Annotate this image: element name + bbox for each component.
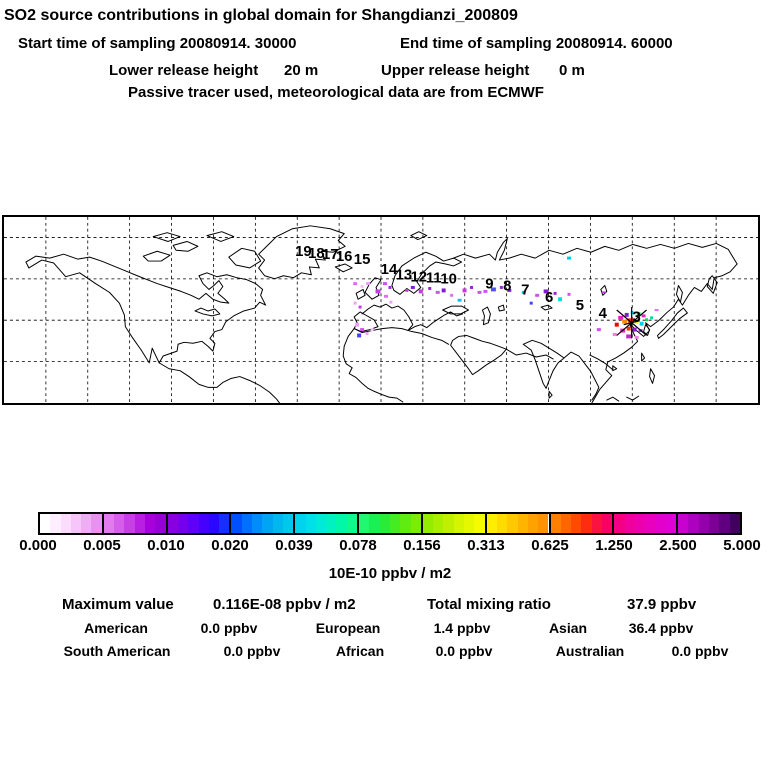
colorbar-cell (443, 514, 453, 533)
colorbar-cell (411, 514, 421, 533)
concentration-pixel (622, 320, 627, 324)
colorbar-cell (474, 514, 484, 533)
colorbar-cell (306, 514, 316, 533)
tick-11: 5.000 (723, 537, 761, 554)
colorbar-cell (571, 514, 581, 533)
trajectory-hour-6: 6 (544, 290, 554, 307)
concentration-pixel (376, 289, 381, 293)
concentration-pixel (366, 282, 370, 285)
concentration-pixel (554, 292, 557, 295)
colorbar-cell (666, 514, 676, 533)
region-samerican-label: South American (63, 643, 171, 659)
colorbar-unit-label: 10E-10 ppbv / m2 (328, 565, 452, 582)
concentration-pixel (613, 333, 617, 336)
colorbar-cell (231, 514, 241, 533)
colorbar-cell (155, 514, 165, 533)
concentration-pixel (655, 309, 659, 311)
concentration-pixel (353, 282, 357, 285)
tick-0: 0.000 (19, 537, 57, 554)
trajectory-hour-4: 4 (598, 305, 607, 322)
region-australian-label: Australian (555, 643, 625, 659)
concentration-pixel (458, 299, 462, 302)
colorbar-cell (454, 514, 464, 533)
colorbar-cell (262, 514, 272, 533)
coastline (607, 397, 619, 401)
colorbar-segment-4 (295, 514, 359, 533)
concentration-pixel (371, 328, 374, 331)
coastline (451, 335, 507, 374)
concentration-pixel (357, 333, 361, 337)
colorbar-segment-10 (678, 514, 740, 533)
colorbar-cell (614, 514, 624, 533)
concentration-pixel (463, 288, 467, 292)
trajectory-hour-19: 19 (295, 244, 312, 261)
world-map (2, 215, 760, 405)
concentration-pixel (428, 287, 431, 290)
colorbar-cell (219, 514, 229, 533)
concentration-pixel (383, 282, 387, 285)
concentration-pixel (650, 316, 653, 319)
coastline (26, 254, 266, 363)
trajectory-hour-11: 11 (425, 270, 442, 287)
colorbar-cell (709, 514, 719, 533)
colorbar-cell (188, 514, 198, 533)
colorbar-segment-9 (614, 514, 678, 533)
lower-release-value: 20 m (284, 62, 319, 79)
concentration-pixel (470, 286, 473, 289)
colorbar-cell (592, 514, 602, 533)
colorbar-cell (242, 514, 252, 533)
colorbar-cell (602, 514, 612, 533)
colorbar-cell (551, 514, 561, 533)
colorbar-cell (316, 514, 326, 533)
upper-release-label: Upper release height (381, 62, 530, 79)
trajectory-hour-12: 12 (410, 269, 428, 286)
concentration-pixel (633, 328, 637, 332)
colorbar-cell (625, 514, 635, 533)
max-value-label: Maximum value (62, 596, 174, 613)
concentration-pixel (558, 297, 562, 301)
colorbar-segment-1 (104, 514, 168, 533)
colorbar-cell (635, 514, 645, 533)
region-european-label: European (315, 620, 381, 636)
tick-10: 2.500 (659, 537, 697, 554)
coastline (354, 312, 378, 332)
concentration-pixel (419, 289, 423, 293)
trajectory-hour-16: 16 (335, 249, 353, 266)
total-ratio-label: Total mixing ratio (427, 596, 551, 613)
coastline (650, 369, 655, 384)
concentration-pixel (567, 257, 571, 260)
region-european-value: 1.4 ppbv (433, 620, 491, 636)
colorbar-cell (295, 514, 305, 533)
colorbar-cell (336, 514, 346, 533)
trajectory-hour-8: 8 (503, 278, 512, 295)
start-time-text: Start time of sampling 20080914. 30000 (18, 35, 297, 52)
concentration-pixel (361, 285, 364, 288)
concentration-pixel (635, 336, 639, 339)
concentration-pixel (597, 328, 601, 331)
colorbar-cell (273, 514, 283, 533)
colorbar-segment-2 (168, 514, 232, 533)
concentration-pixel (642, 314, 646, 317)
trajectory-hour-18: 18 (308, 246, 325, 263)
page-title: SO2 source contributions in global domain for Shangdianzi_200809 (4, 7, 518, 24)
region-african-label: African (335, 643, 385, 659)
tick-8: 0.625 (531, 537, 569, 554)
coastline (642, 353, 645, 361)
coastline (143, 251, 170, 261)
coastline (627, 396, 639, 400)
concentration-pixel (602, 291, 606, 293)
tick-3: 0.020 (211, 537, 249, 554)
colorbar-segment-0 (40, 514, 104, 533)
colorbar-cell (199, 514, 209, 533)
max-value: 0.116E-08 ppbv / m2 (213, 596, 356, 613)
concentration-pixel (354, 302, 357, 305)
region-asian-label: Asian (548, 620, 588, 636)
concentration-pixel (360, 328, 364, 331)
colorbar-cell (561, 514, 571, 533)
lower-release-label: Lower release height (109, 62, 259, 79)
colorbar-cell (369, 514, 379, 533)
colorbar-cell (678, 514, 688, 533)
colorbar-cell (252, 514, 262, 533)
coastline (207, 232, 234, 242)
colorbar-cell (124, 514, 134, 533)
concentration-pixel (436, 291, 440, 294)
concentration-pixel (389, 301, 392, 304)
concentration-pixel (411, 286, 415, 289)
coastline (153, 233, 180, 242)
colorbar-cell (400, 514, 410, 533)
colorbar-cell (719, 514, 729, 533)
colorbar-cell (168, 514, 178, 533)
colorbar-cell (347, 514, 357, 533)
concentration-pixel (359, 306, 362, 309)
colorbar-cell (433, 514, 443, 533)
colorbar-cell (91, 514, 101, 533)
colorbar-cell (497, 514, 507, 533)
colorbar-cell (209, 514, 219, 533)
colorbar-segment-5 (359, 514, 423, 533)
coastline (365, 278, 381, 300)
concentration-pixel (442, 288, 446, 292)
coastline (411, 232, 427, 240)
colorbar-cell (50, 514, 60, 533)
concentration-pixel (384, 295, 388, 298)
concentration-pixel (615, 323, 619, 327)
concentration-pixel (568, 293, 571, 296)
colorbar-cell (423, 514, 433, 533)
colorbar-cell (359, 514, 369, 533)
colorbar-cell (104, 514, 114, 533)
region-samerican-value: 0.0 ppbv (223, 643, 281, 659)
colorbar-segment-8 (551, 514, 615, 533)
colorbar-cell (688, 514, 698, 533)
colorbar-cell (699, 514, 709, 533)
concentration-pixel (388, 286, 391, 289)
colorbar-cell (518, 514, 528, 533)
colorbar-cell (145, 514, 155, 533)
coastline (454, 239, 737, 264)
colorbar-cell (390, 514, 400, 533)
colorbar-segment-6 (423, 514, 487, 533)
colorbar-cell (114, 514, 124, 533)
colorbar-cell (464, 514, 474, 533)
coastline (498, 305, 504, 311)
trajectory-hour-15: 15 (353, 252, 371, 268)
tick-1: 0.005 (83, 537, 121, 554)
concentration-pixel (626, 334, 631, 338)
colorbar-cell (81, 514, 91, 533)
colorbar-cell (326, 514, 336, 533)
colorbar-cell (538, 514, 548, 533)
colorbar-segment-7 (487, 514, 551, 533)
coastline (613, 366, 617, 371)
colorbar-cell (656, 514, 666, 533)
concentration-pixel (530, 302, 533, 305)
trajectory-hour-7: 7 (521, 282, 530, 299)
concentration-pixel (355, 323, 359, 327)
trajectory-hour-5: 5 (575, 298, 585, 314)
concentration-pixel (366, 332, 369, 335)
tick-7: 0.313 (467, 537, 505, 554)
coastline (335, 264, 352, 272)
colorbar-cell (178, 514, 188, 533)
coastline (523, 340, 564, 388)
colorbar-cell (135, 514, 145, 533)
coastline (658, 308, 688, 338)
region-australian-value: 0.0 ppbv (671, 643, 729, 659)
colorbar-cell (380, 514, 390, 533)
trajectory-hour-14: 14 (380, 261, 398, 278)
total-ratio-value: 37.9 ppbv (627, 596, 697, 613)
colorbar-cell (581, 514, 591, 533)
tick-9: 1.250 (595, 537, 633, 554)
upper-release-value: 0 m (559, 62, 585, 79)
colorbar-cell (71, 514, 81, 533)
concentration-pixel (405, 289, 408, 292)
colorbar-cell (730, 514, 740, 533)
colorbar-segment-3 (231, 514, 295, 533)
coastline (195, 308, 220, 316)
colorbar-cell (283, 514, 293, 533)
tick-4: 0.039 (275, 537, 313, 554)
region-american-label: American (84, 620, 148, 636)
coastline (564, 352, 599, 400)
concentration-pixel (535, 294, 539, 297)
concentration-pixel (645, 318, 648, 321)
tracer-note: Passive tracer used, meteorological data are from ECMWF (128, 84, 544, 101)
concentration-pixel (618, 316, 623, 320)
coastline (356, 289, 365, 299)
concentration-pixel (450, 294, 453, 297)
coastline (590, 355, 613, 370)
region-asian-value: 36.4 ppbv (628, 620, 694, 636)
trajectory-hour-13: 13 (395, 267, 413, 284)
colorbar-cell (61, 514, 71, 533)
trajectory-hour-17: 17 (321, 247, 339, 264)
coastline (229, 248, 261, 268)
coastline (549, 391, 552, 398)
coastline (29, 260, 280, 403)
tick-2: 0.010 (147, 537, 185, 554)
region-american-value: 0.0 ppbv (200, 620, 258, 636)
coastline (676, 286, 682, 303)
coastline (506, 349, 553, 359)
colorbar-cell (40, 514, 50, 533)
map-canvas (4, 217, 758, 403)
colorbar (38, 512, 742, 535)
coastline (482, 307, 490, 325)
trajectory-hour-9: 9 (485, 276, 494, 293)
trajectory-hour-3: 3 (632, 309, 641, 326)
colorbar-cell (487, 514, 497, 533)
coastline (343, 329, 403, 402)
coastline (173, 241, 198, 251)
concentration-pixel (477, 291, 481, 294)
tick-6: 0.156 (403, 537, 441, 554)
tick-5: 0.078 (339, 537, 377, 554)
trajectory-hour-10: 10 (440, 271, 457, 288)
colorbar-cell (507, 514, 517, 533)
concentration-pixel (625, 313, 629, 317)
colorbar-cell (528, 514, 538, 533)
region-african-value: 0.0 ppbv (435, 643, 493, 659)
colorbar-cell (645, 514, 655, 533)
coastline (601, 286, 607, 296)
colorbar-tick-labels (19, 537, 761, 555)
end-time-text: End time of sampling 20080914. 60000 (400, 35, 673, 52)
